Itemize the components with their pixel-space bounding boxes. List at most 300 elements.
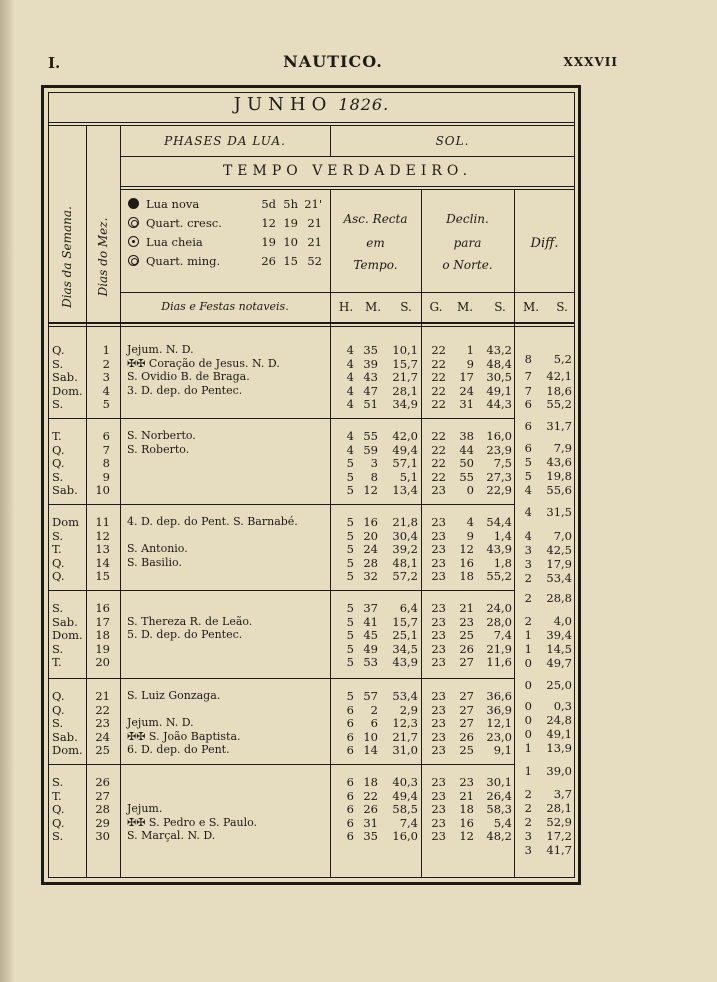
month-day-cell: 7 [102, 442, 110, 457]
asc-hour-cell: 5 [346, 614, 354, 629]
phase-minute: 21' [304, 197, 322, 211]
decl-minute-cell: 18 [459, 802, 474, 817]
decl-minute-cell: 27 [459, 655, 474, 670]
diff-minute-cell: 7 [524, 384, 532, 398]
weekday-cell: S. [52, 775, 64, 789]
asc-hour-cell: 6 [346, 775, 354, 789]
phase-row [126, 235, 326, 254]
diff-second-cell: 7,0 [553, 529, 572, 543]
phase-day: 26 [261, 254, 276, 268]
diff-minute-cell: 6 [524, 441, 532, 455]
weekday-cell: Q. [52, 456, 65, 471]
diff-second-cell: 28,1 [546, 801, 572, 815]
phase-row [126, 254, 326, 273]
decl-second-cell: 58,3 [486, 802, 512, 817]
month-day-cell: 18 [95, 628, 110, 643]
decl-degree-cell: 23 [431, 528, 446, 543]
weekday-cell: Q. [52, 569, 65, 584]
asc-hour-cell: 5 [346, 641, 354, 656]
decl-degree-cell: 23 [431, 788, 446, 803]
decl-second-cell: 9,1 [493, 743, 512, 758]
asc-second-cell: 6,4 [399, 601, 418, 615]
asc-hour-cell: 6 [346, 815, 354, 830]
phase-name: Lua nova [146, 197, 200, 211]
decl-second-cell: 21,9 [486, 641, 512, 656]
asc-hour-cell: 5 [346, 555, 354, 570]
decl-second-cell: 48,4 [486, 356, 512, 371]
diff-second-cell: 43,6 [546, 455, 572, 469]
declin-header-3: o Norte. [442, 258, 493, 272]
asc-minute-cell: 6 [370, 716, 378, 731]
diff-second-cell: 41,7 [546, 843, 572, 857]
decl-minute-cell: 16 [459, 555, 474, 570]
asc-hour-cell: 5 [346, 655, 354, 670]
phase-name: Quart. ming. [146, 254, 221, 268]
diff-second-cell: 18,6 [546, 384, 572, 398]
month-day-cell: 13 [95, 542, 110, 557]
asc-second-cell: 21,8 [392, 515, 418, 529]
decl-second-cell: 36,6 [486, 689, 512, 703]
rule [48, 326, 575, 327]
asc-second-cell: 12,3 [392, 716, 418, 731]
diff-second-cell: 39,0 [546, 764, 572, 778]
col-rule [86, 126, 87, 878]
month-day-cell: 17 [95, 614, 110, 629]
month-title [48, 94, 575, 115]
decl-degree-cell: 23 [431, 815, 446, 830]
decl-minute-cell: 12 [459, 829, 474, 844]
month-day-cell: 12 [95, 528, 110, 543]
diff-minute-cell: 5 [524, 455, 532, 469]
month-day-cell: 19 [95, 641, 110, 656]
col-header-dmin: M. [456, 300, 474, 314]
col-rule [120, 126, 121, 878]
month-day-cell: 26 [95, 775, 110, 789]
month-day-cell: 22 [95, 702, 110, 717]
diff-minute-cell: 1 [524, 628, 532, 642]
weekday-cell: S. [52, 829, 64, 844]
weekday-cell: Q. [52, 815, 65, 830]
decl-minute-cell: 17 [459, 370, 474, 385]
diff-second-cell: 31,7 [546, 419, 572, 433]
asc-minute-cell: 2 [370, 702, 378, 717]
phase-name: Lua cheia [146, 235, 203, 249]
tempo-header: TEMPO VERDADEIRO. [222, 163, 473, 179]
diff-minute-cell: 2 [524, 591, 532, 605]
decl-minute-cell: 26 [459, 641, 474, 656]
decl-degree-cell: 22 [431, 429, 446, 443]
month-day-cell: 1 [102, 343, 110, 357]
asc-header-3: Tempo. [353, 258, 398, 272]
month-day-cell: 15 [95, 569, 110, 584]
asc-second-cell: 53,4 [392, 689, 418, 703]
feast-cell: Jejum. N. D. [127, 343, 194, 356]
month-day-cell: 30 [95, 829, 110, 844]
decl-minute-cell: 26 [459, 729, 474, 744]
decl-second-cell: 43,9 [486, 542, 512, 557]
decl-minute-cell: 38 [459, 429, 474, 443]
asc-hour-cell: 5 [346, 483, 354, 498]
asc-minute-cell: 53 [363, 655, 378, 670]
decl-degree-cell: 22 [431, 442, 446, 457]
col-header-min: M. [364, 300, 382, 314]
month-day-cell: 9 [102, 469, 110, 484]
month-day-cell: 2 [102, 356, 110, 371]
decl-degree-cell: 23 [431, 729, 446, 744]
asc-minute-cell: 12 [363, 483, 378, 498]
weekday-cell: Sab. [52, 614, 78, 629]
diff-second-cell: 17,2 [546, 829, 572, 843]
feast-cell: 6. D. dep. do Pent. [127, 743, 230, 757]
page-edge [0, 0, 14, 982]
decl-degree-cell: 23 [431, 555, 446, 570]
asc-minute-cell: 35 [363, 343, 378, 357]
col-header-deg: G. [429, 300, 443, 314]
diff-minute-cell: 7 [524, 369, 532, 383]
decl-second-cell: 48,2 [486, 829, 512, 844]
col-header-diff-min: M. [522, 300, 540, 314]
asc-minute-cell: 55 [363, 429, 378, 443]
decl-minute-cell: 21 [459, 788, 474, 803]
asc-second-cell: 7,4 [399, 815, 418, 830]
diff-minute-cell: 8 [524, 352, 532, 366]
decl-second-cell: 1,4 [493, 528, 512, 543]
phase-hour: 15 [283, 254, 298, 268]
month-day-cell: 20 [95, 655, 110, 670]
weekday-cell: S. [52, 356, 64, 371]
weekday-header: Dias da Semana. [60, 206, 74, 308]
weekday-cell: Sab. [52, 483, 78, 498]
monthday-header: Dias do Mez. [96, 217, 110, 297]
diff-minute-cell: 0 [524, 678, 532, 692]
diff-minute-cell: 2 [524, 571, 532, 585]
month-day-cell: 25 [95, 743, 110, 758]
weekday-cell: Q. [52, 802, 65, 817]
running-head-left: I. [48, 54, 61, 72]
diff-minute-cell: 3 [524, 829, 532, 843]
week-rule [48, 764, 514, 765]
asc-hour-cell: 5 [346, 689, 354, 703]
feast-cell: ✠✠ S. João Baptista. [127, 729, 241, 743]
diff-second-cell: 7,9 [553, 441, 572, 455]
asc-second-cell: 49,4 [392, 788, 418, 803]
asc-second-cell: 30,4 [392, 528, 418, 543]
asc-hour-cell: 6 [346, 702, 354, 717]
feast-cell: S. Norberto. [127, 429, 196, 442]
diff-second-cell: 28,8 [546, 591, 572, 605]
diff-header: Diff. [530, 236, 559, 251]
month-day-cell: 6 [102, 429, 110, 443]
asc-minute-cell: 26 [363, 802, 378, 817]
asc-second-cell: 48,1 [392, 555, 418, 570]
weekday-cell: Dom. [52, 743, 83, 758]
asc-header-1: Asc. Recta [343, 212, 408, 226]
diff-second-cell: 53,4 [546, 571, 572, 585]
asc-minute-cell: 16 [363, 515, 378, 529]
col-header-sec: S. [400, 300, 412, 314]
decl-minute-cell: 1 [466, 343, 474, 357]
weekday-cell: S. [52, 641, 64, 656]
asc-hour-cell: 5 [346, 628, 354, 643]
asc-second-cell: 34,5 [392, 641, 418, 656]
diff-minute-cell: 6 [524, 419, 532, 433]
diff-minute-cell: 0 [524, 656, 532, 670]
asc-minute-cell: 20 [363, 528, 378, 543]
asc-minute-cell: 57 [363, 689, 378, 703]
phase-minute: 21 [307, 235, 322, 249]
diff-minute-cell: 4 [524, 483, 532, 497]
decl-degree-cell: 22 [431, 456, 446, 471]
decl-second-cell: 7,5 [493, 456, 512, 471]
asc-minute-cell: 31 [363, 815, 378, 830]
phase-row [126, 216, 326, 235]
decl-degree-cell: 23 [431, 628, 446, 643]
weekday-cell: T. [52, 788, 62, 803]
asc-hour-cell: 4 [346, 370, 354, 385]
diff-second-cell: 31,5 [546, 505, 572, 519]
col-header-dsec: S. [494, 300, 506, 314]
decl-minute-cell: 27 [459, 689, 474, 703]
decl-degree-cell: 23 [431, 802, 446, 817]
asc-hour-cell: 4 [346, 356, 354, 371]
diff-second-cell: 3,7 [553, 787, 572, 801]
asc-hour-cell: 6 [346, 788, 354, 803]
decl-minute-cell: 23 [459, 614, 474, 629]
diff-second-cell: 24,8 [546, 713, 572, 727]
asc-hour-cell: 6 [346, 716, 354, 731]
weekday-cell: Q. [52, 689, 65, 703]
asc-hour-cell: 5 [346, 542, 354, 557]
decl-degree-cell: 23 [431, 655, 446, 670]
asc-minute-cell: 45 [363, 628, 378, 643]
asc-hour-cell: 6 [346, 743, 354, 758]
asc-minute-cell: 24 [363, 542, 378, 557]
asc-second-cell: 16,0 [392, 829, 418, 844]
decl-second-cell: 54,4 [486, 515, 512, 529]
diff-second-cell: 42,5 [546, 543, 572, 557]
month-day-cell: 8 [102, 456, 110, 471]
month-name: JUNHO [233, 94, 333, 115]
rule [120, 292, 575, 293]
month-day-cell: 11 [95, 515, 110, 529]
decl-degree-cell: 22 [431, 469, 446, 484]
decl-degree-cell: 23 [431, 743, 446, 758]
asc-hour-cell: 6 [346, 802, 354, 817]
diff-second-cell: 14,5 [546, 642, 572, 656]
decl-degree-cell: 23 [431, 702, 446, 717]
decl-second-cell: 43,2 [486, 343, 512, 357]
diff-minute-cell: 3 [524, 843, 532, 857]
week-rule [48, 678, 514, 679]
decl-second-cell: 27,3 [486, 469, 512, 484]
week-rule [48, 590, 514, 591]
asc-minute-cell: 39 [363, 356, 378, 371]
decl-degree-cell: 23 [431, 614, 446, 629]
asc-hour-cell: 5 [346, 515, 354, 529]
decl-second-cell: 22,9 [486, 483, 512, 498]
feast-cell: ✠✠ Coração de Jesus. N. D. [127, 356, 280, 370]
asc-hour-cell: 5 [346, 528, 354, 543]
asc-minute-cell: 41 [363, 614, 378, 629]
weekday-cell: T. [52, 542, 62, 557]
last-quarter-icon [128, 255, 139, 266]
asc-second-cell: 42,0 [392, 429, 418, 443]
feast-cell: S. Ovidio B. de Braga. [127, 370, 250, 384]
full-moon-icon [128, 236, 139, 247]
decl-minute-cell: 27 [459, 702, 474, 717]
weekday-cell: Q. [52, 702, 65, 717]
decl-minute-cell: 24 [459, 383, 474, 398]
asc-hour-cell: 5 [346, 469, 354, 484]
diff-second-cell: 49,7 [546, 656, 572, 670]
weekday-cell: S. [52, 469, 64, 484]
month-day-cell: 29 [95, 815, 110, 830]
asc-hour-cell: 6 [346, 729, 354, 744]
diff-second-cell: 39,4 [546, 628, 572, 642]
diff-second-cell: 5,2 [553, 352, 572, 366]
weekday-cell: Dom [52, 515, 80, 529]
rule [48, 122, 575, 123]
asc-second-cell: 39,2 [392, 542, 418, 557]
decl-minute-cell: 0 [466, 483, 474, 498]
weekday-cell: T. [52, 429, 62, 443]
month-day-cell: 14 [95, 555, 110, 570]
feast-cell: S. Antonio. [127, 542, 188, 556]
asc-header-2: em [366, 236, 385, 250]
phase-hour: 5h [283, 197, 298, 211]
decl-second-cell: 11,6 [486, 655, 512, 670]
feast-cell: S. Basilio. [127, 555, 182, 569]
diff-minute-cell: 3 [524, 543, 532, 557]
diff-minute-cell: 6 [524, 397, 532, 411]
new-moon-icon [128, 198, 139, 209]
rule [120, 189, 575, 190]
asc-second-cell: 15,7 [392, 614, 418, 629]
decl-second-cell: 30,1 [486, 775, 512, 789]
asc-second-cell: 49,4 [392, 442, 418, 457]
week-rule [48, 504, 514, 505]
month-day-cell: 4 [102, 383, 110, 398]
decl-minute-cell: 27 [459, 716, 474, 731]
weekday-cell: S. [52, 397, 64, 412]
diff-minute-cell: 2 [524, 787, 532, 801]
feast-cell: 5. D. dep. do Pentec. [127, 628, 243, 642]
asc-minute-cell: 10 [363, 729, 378, 744]
asc-second-cell: 57,1 [392, 456, 418, 471]
page-number: XXXVII [563, 55, 618, 69]
decl-degree-cell: 23 [431, 641, 446, 656]
asc-minute-cell: 28 [363, 555, 378, 570]
phase-day: 12 [261, 216, 276, 230]
weekday-cell: Sab. [52, 729, 78, 744]
decl-second-cell: 44,3 [486, 397, 512, 412]
decl-minute-cell: 23 [459, 775, 474, 789]
weekday-cell: Sab. [52, 370, 78, 385]
moon-phases [126, 197, 326, 273]
asc-second-cell: 31,0 [392, 743, 418, 758]
diff-minute-cell: 5 [524, 469, 532, 483]
rule [120, 156, 575, 157]
decl-degree-cell: 23 [431, 483, 446, 498]
asc-hour-cell: 5 [346, 601, 354, 615]
diff-minute-cell: 0 [524, 727, 532, 741]
month-day-cell: 24 [95, 729, 110, 744]
decl-degree-cell: 23 [431, 775, 446, 789]
weekday-cell: Q. [52, 343, 65, 357]
asc-second-cell: 10,1 [392, 343, 418, 357]
decl-degree-cell: 22 [431, 370, 446, 385]
weekday-cell: Dom. [52, 383, 83, 398]
diff-second-cell: 52,9 [546, 815, 572, 829]
decl-minute-cell: 4 [466, 515, 474, 529]
diff-minute-cell: 2 [524, 801, 532, 815]
decl-degree-cell: 23 [431, 716, 446, 731]
diff-second-cell: 55,6 [546, 483, 572, 497]
decl-degree-cell: 23 [431, 689, 446, 703]
decl-degree-cell: 23 [431, 515, 446, 529]
diff-minute-cell: 4 [524, 529, 532, 543]
asc-hour-cell: 4 [346, 383, 354, 398]
weekday-cell: Q. [52, 442, 65, 457]
phase-minute: 52 [307, 254, 322, 268]
decl-minute-cell: 31 [459, 397, 474, 412]
month-day-cell: 10 [95, 483, 110, 498]
asc-minute-cell: 35 [363, 829, 378, 844]
diff-second-cell: 17,9 [546, 557, 572, 571]
rule [48, 125, 575, 126]
asc-hour-cell: 5 [346, 456, 354, 471]
feast-cell: ✠✠ S. Pedro e S. Paulo. [127, 815, 258, 829]
diff-minute-cell: 1 [524, 741, 532, 755]
asc-minute-cell: 32 [363, 569, 378, 584]
festas-header: Dias e Festas notaveis. [161, 300, 289, 313]
phase-row [126, 197, 326, 216]
asc-second-cell: 58,5 [392, 802, 418, 817]
weekday-cell: S. [52, 528, 64, 543]
decl-minute-cell: 25 [459, 628, 474, 643]
feast-cell: S. Roberto. [127, 442, 190, 456]
decl-second-cell: 1,8 [493, 555, 512, 570]
diff-second-cell: 19,8 [546, 469, 572, 483]
asc-second-cell: 57,2 [392, 569, 418, 584]
asc-second-cell: 21,7 [392, 370, 418, 385]
asc-second-cell: 2,9 [399, 702, 418, 717]
phase-hour: 10 [283, 235, 298, 249]
diff-minute-cell: 1 [524, 642, 532, 656]
weekday-cell: T. [52, 655, 62, 670]
decl-degree-cell: 22 [431, 383, 446, 398]
decl-minute-cell: 44 [459, 442, 474, 457]
month-day-cell: 21 [95, 689, 110, 703]
weekday-cell: S. [52, 601, 64, 615]
diff-minute-cell: 4 [524, 505, 532, 519]
month-year: 1826. [338, 95, 390, 114]
declin-header-1: Declin. [446, 212, 489, 226]
asc-minute-cell: 37 [363, 601, 378, 615]
col-header-hour: H. [338, 300, 354, 314]
decl-minute-cell: 21 [459, 601, 474, 615]
decl-second-cell: 5,4 [493, 815, 512, 830]
decl-second-cell: 23,9 [486, 442, 512, 457]
declin-header-2: para [453, 236, 482, 250]
asc-hour-cell: 4 [346, 429, 354, 443]
decl-minute-cell: 16 [459, 815, 474, 830]
decl-second-cell: 12,1 [486, 716, 512, 731]
phase-minute: 21 [307, 216, 322, 230]
weekday-cell: S. [52, 716, 64, 731]
asc-minute-cell: 8 [370, 469, 378, 484]
decl-minute-cell: 55 [459, 469, 474, 484]
